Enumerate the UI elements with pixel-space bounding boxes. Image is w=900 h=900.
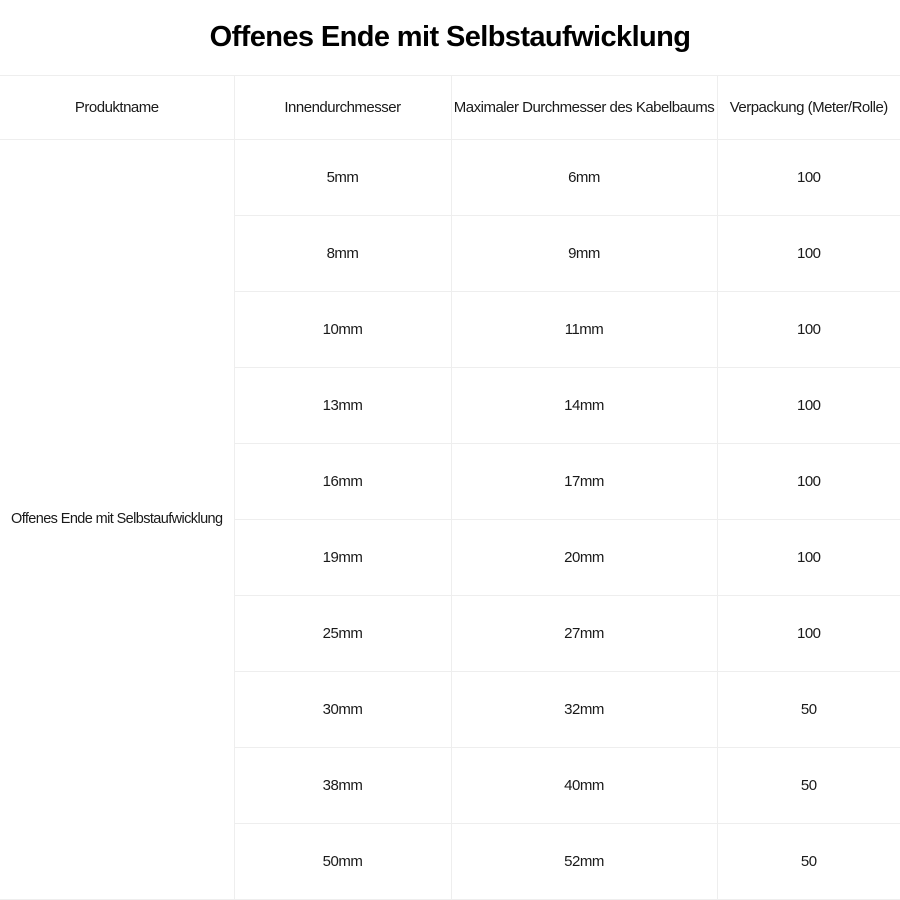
max-diameter-cell: 32mm bbox=[451, 671, 717, 747]
packaging-cell: 100 bbox=[717, 443, 900, 519]
max-diameter-cell: 20mm bbox=[451, 519, 717, 595]
table-row bbox=[0, 139, 900, 215]
inner-diameter-cell: 19mm bbox=[234, 519, 451, 595]
max-diameter-cell: 40mm bbox=[451, 747, 717, 823]
inner-diameter-cell: 25mm bbox=[234, 595, 451, 671]
page-title: Offenes Ende mit Selbstaufwicklung bbox=[0, 0, 900, 76]
packaging-cell: 100 bbox=[717, 139, 900, 215]
max-diameter-cell: 17mm bbox=[451, 443, 717, 519]
packaging-cell: 100 bbox=[717, 215, 900, 291]
max-diameter-cell: 11mm bbox=[451, 291, 717, 367]
product-name-cell: Offenes Ende mit Selbstaufwicklung bbox=[0, 139, 234, 899]
max-diameter-cell: 52mm bbox=[451, 823, 717, 899]
inner-diameter-cell: 16mm bbox=[234, 443, 451, 519]
packaging-cell: 100 bbox=[717, 595, 900, 671]
inner-diameter-cell: 50mm bbox=[234, 823, 451, 899]
inner-diameter-cell: 10mm bbox=[234, 291, 451, 367]
packaging-cell: 50 bbox=[717, 671, 900, 747]
header-product-name: Produktname bbox=[0, 76, 234, 139]
packaging-cell: 50 bbox=[717, 823, 900, 899]
inner-diameter-cell: 8mm bbox=[234, 215, 451, 291]
inner-diameter-cell: 13mm bbox=[234, 367, 451, 443]
max-diameter-cell: 14mm bbox=[451, 367, 717, 443]
max-diameter-cell: 9mm bbox=[451, 215, 717, 291]
packaging-cell: 100 bbox=[717, 367, 900, 443]
header-inner-diameter: Innendurchmesser bbox=[234, 76, 451, 139]
table-body bbox=[0, 139, 900, 899]
inner-diameter-cell: 5mm bbox=[234, 139, 451, 215]
max-diameter-cell: 6mm bbox=[451, 139, 717, 215]
inner-diameter-cell: 30mm bbox=[234, 671, 451, 747]
packaging-cell: 50 bbox=[717, 747, 900, 823]
max-diameter-cell: 27mm bbox=[451, 595, 717, 671]
packaging-cell: 100 bbox=[717, 291, 900, 367]
inner-diameter-cell: 38mm bbox=[234, 747, 451, 823]
header-packaging: Verpackung (Meter/Rolle) bbox=[717, 76, 900, 139]
header-max-harness-diameter: Maximaler Durchmesser des Kabelbaums bbox=[451, 76, 717, 139]
table-header-row bbox=[0, 76, 900, 139]
packaging-cell: 100 bbox=[717, 519, 900, 595]
spec-table bbox=[0, 76, 900, 900]
